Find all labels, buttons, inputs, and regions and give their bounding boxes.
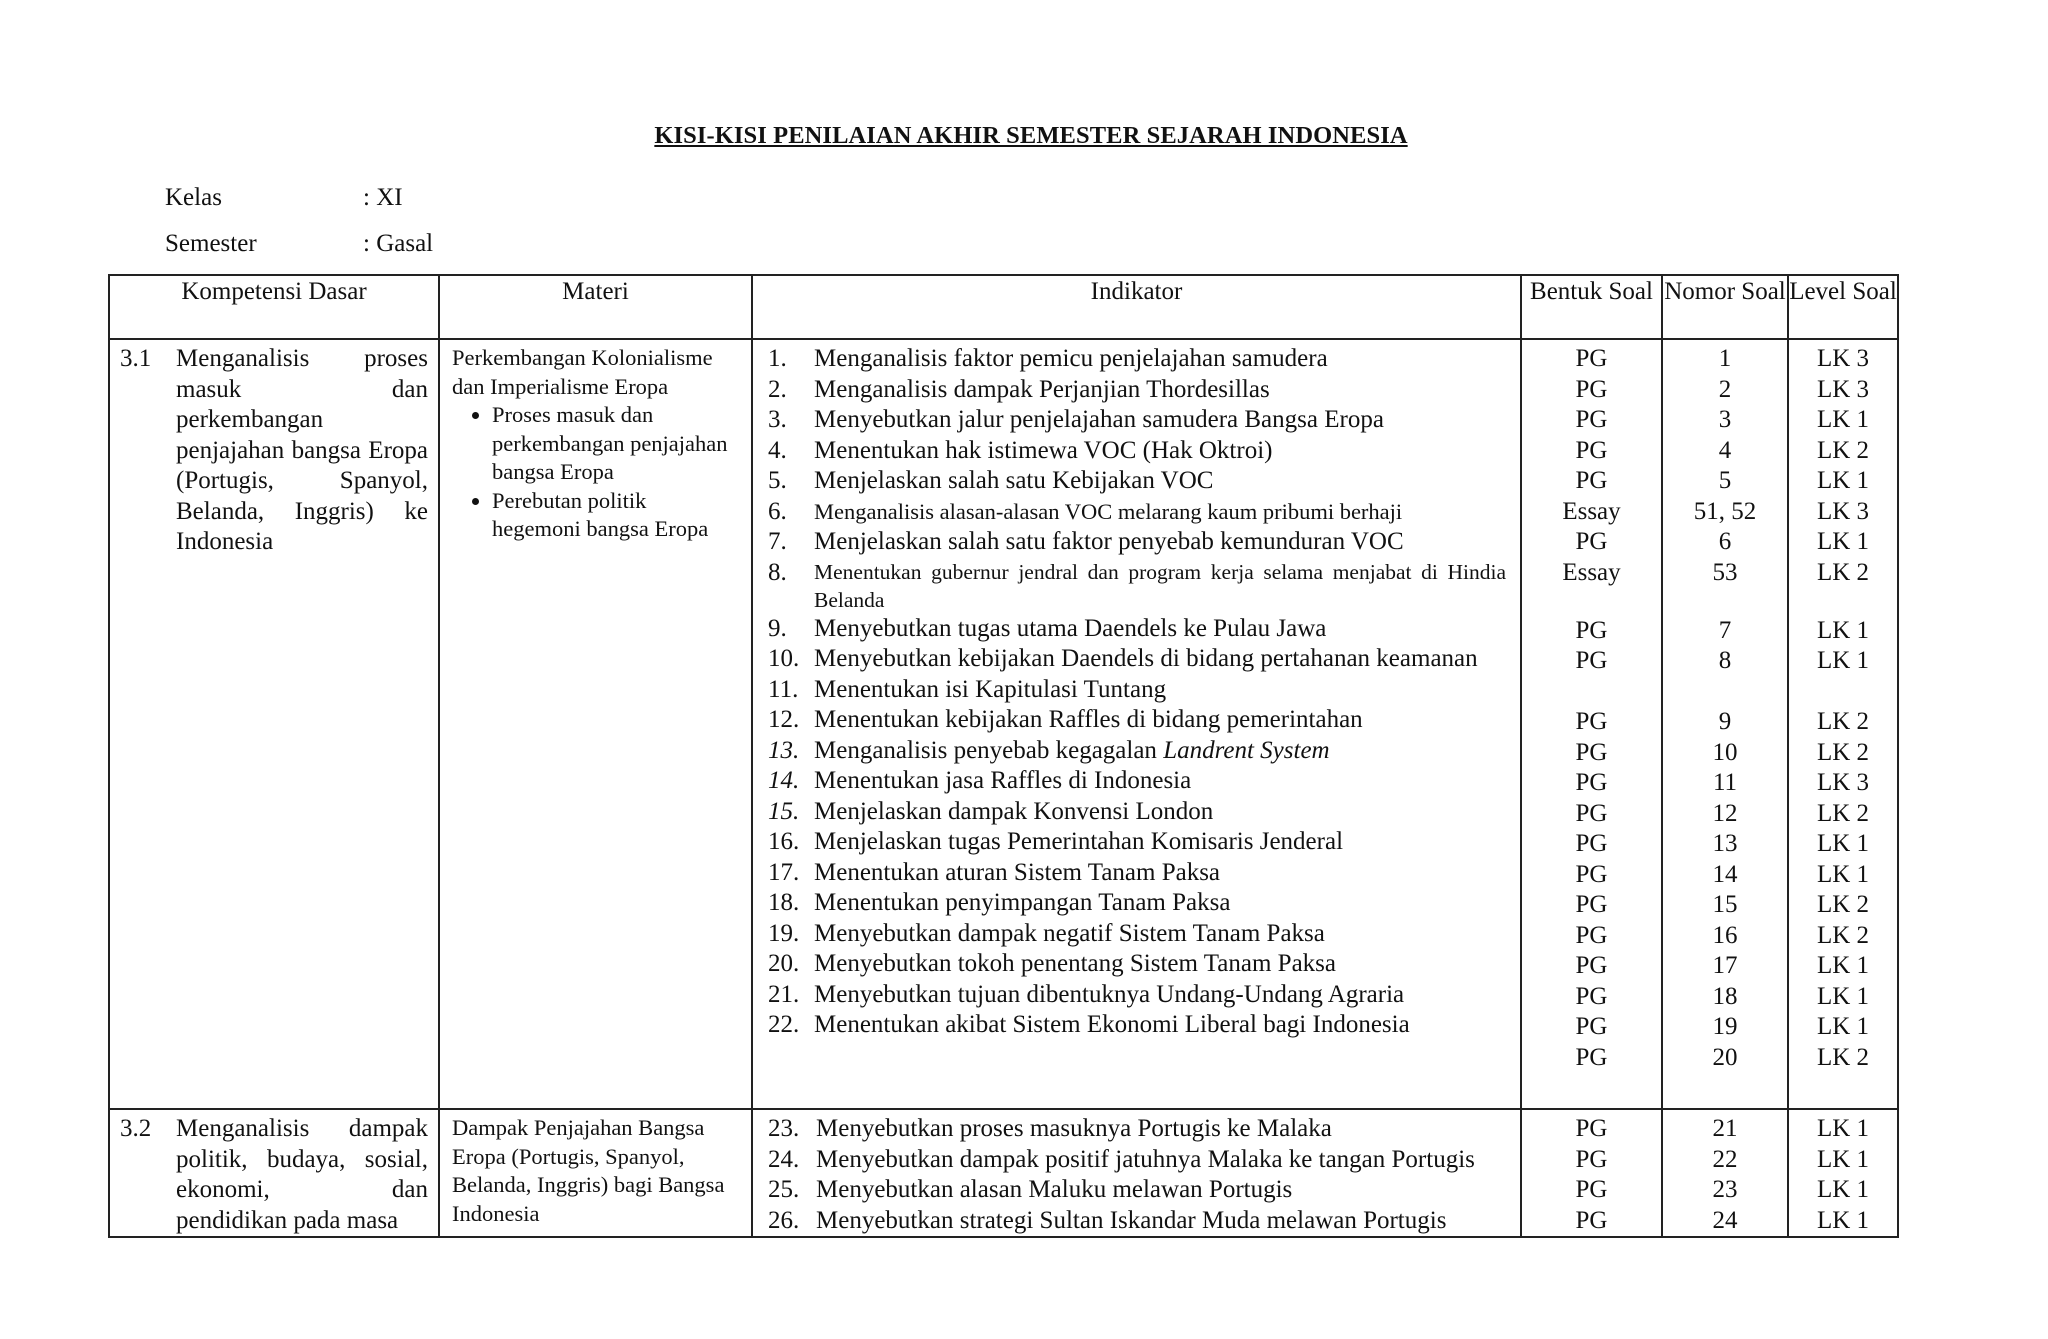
indikator-item [768, 766, 1506, 797]
indikator-number: 10. [768, 645, 800, 672]
indikator-number: 7. [768, 528, 787, 555]
nomor-value: 15 [1712, 891, 1738, 918]
bentuk-value: PG [1575, 375, 1608, 403]
document-title: KISI-KISI PENILAIAN AKHIR SEMESTER SEJARAH INDONESIA [654, 122, 1408, 149]
list-item: • Proses masuk dan perkembangan penjajahan bangsa Eropa [492, 401, 739, 487]
nomor-list [1663, 340, 1787, 1073]
header-kompetensi-dasar: Kompetensi Dasar [109, 275, 439, 339]
nomor-value: 16 [1712, 921, 1738, 949]
nomor-value: 24 [1712, 1206, 1738, 1234]
indikator-text: Menyebutkan tokoh penentang Sistem Tanam Paksa [814, 950, 1336, 977]
bentuk-value: PG [1575, 799, 1608, 827]
level-value: LK 3 [1816, 345, 1870, 372]
header-bentuk-soal: Bentuk Soal [1521, 275, 1662, 339]
level-value: LK 1 [1816, 1115, 1870, 1142]
indikator-item [768, 949, 1506, 980]
indikator-text: Menyebutkan alasan Maluku melawan Portugis [816, 1176, 1293, 1203]
nomor-value: 8 [1718, 647, 1732, 674]
nomor-value: 53 [1712, 558, 1738, 586]
indikator-cell [752, 1109, 1521, 1237]
bentuk-value: PG [1575, 860, 1608, 888]
level-value: LK 1 [1816, 1013, 1870, 1040]
indikator-text: Menentukan hak istimewa VOC (Hak Oktroi) [814, 436, 1273, 464]
bentuk-value: Essay [1562, 497, 1621, 525]
indikator-list [753, 340, 1520, 1041]
indikator-item [768, 705, 1506, 736]
indikator-number: 1. [768, 345, 787, 372]
bentuk-value: PG [1575, 647, 1608, 674]
header-materi: Materi [439, 275, 752, 339]
bentuk-value: PG [1575, 345, 1608, 372]
indikator-text: Menjelaskan tugas Pemerintahan Komisaris Jenderal [814, 828, 1344, 855]
level-value: LK 1 [1816, 1206, 1870, 1234]
nomor-value: 4 [1718, 436, 1732, 464]
indikator-item [768, 344, 1506, 375]
indikator-text: Menyebutkan tugas utama Daendels ke Pulau Jawa [814, 614, 1327, 642]
nomor-cell [1662, 1109, 1788, 1237]
indikator-item [768, 736, 1506, 767]
indikator-number: 13. [768, 736, 800, 764]
level-cell [1788, 339, 1898, 1109]
level-value: LK 1 [1816, 528, 1870, 555]
list-item: • Perebutan politik hegemoni bangsa Eropa [492, 487, 739, 544]
kd-cell [109, 339, 439, 1109]
materi-cell [439, 339, 752, 1109]
kelas-label: Kelas [165, 184, 222, 211]
level-value: LK 2 [1816, 891, 1870, 918]
indikator-number: 8. [768, 558, 787, 586]
bentuk-value: PG [1575, 436, 1608, 464]
materi-title: Dampak Penjajahan Bangsa Eropa (Portugis, Spanyol, Belanda, Inggris) bagi Bangsa Indonesia [452, 1115, 725, 1226]
bentuk-value: PG [1575, 982, 1608, 1010]
indikator-item [768, 675, 1506, 706]
level-value: LK 2 [1816, 921, 1870, 949]
indikator-text: Menjelaskan salah satu Kebijakan VOC [814, 467, 1214, 494]
nomor-value: 51, 52 [1693, 497, 1757, 525]
level-value: LK 3 [1816, 375, 1870, 403]
indikator-item [768, 558, 1506, 614]
indikator-number: 3. [768, 406, 787, 433]
indikator-text: Menyebutkan dampak negatif Sistem Tanam Paksa [814, 919, 1325, 947]
indikator-text: Menganalisis dampak Perjanjian Thordesillas [814, 375, 1270, 403]
nomor-cell [1662, 339, 1788, 1109]
kd-text: Menganalisis proses masuk dan perkembangan penjajahan bangsa Eropa (Portugis, Spanyol, Belanda, Inggris) ke Indonesia [176, 345, 428, 555]
indikator-item [768, 1010, 1506, 1041]
kd-number: 3.1 [120, 345, 152, 372]
indikator-item [768, 614, 1506, 645]
header-level-soal: Level Soal [1788, 275, 1898, 339]
kelas-line [165, 184, 403, 212]
level-value: LK 2 [1816, 558, 1870, 586]
indikator-text: Menentukan isi Kapitulasi Tuntang [814, 675, 1167, 703]
nomor-value: 22 [1712, 1145, 1738, 1173]
bentuk-value: PG [1575, 769, 1608, 796]
semester-value: : Gasal [363, 230, 434, 257]
level-value: LK 1 [1816, 952, 1870, 979]
nomor-value: 10 [1712, 738, 1738, 766]
bentuk-list [1522, 1110, 1661, 1236]
level-list [1789, 1110, 1897, 1236]
kd-cell [109, 1109, 439, 1237]
nomor-value: 2 [1718, 375, 1732, 403]
level-value: LK 3 [1816, 497, 1870, 525]
indikator-item [768, 405, 1506, 436]
indikator-number: 25. [768, 1176, 800, 1203]
level-value: LK 2 [1816, 436, 1870, 464]
indikator-text: Menganalisis faktor pemicu penjelajahan samudera [814, 345, 1328, 372]
nomor-value: 5 [1718, 467, 1732, 494]
nomor-value: 11 [1712, 769, 1738, 796]
indikator-item [768, 1145, 1506, 1176]
indikator-number: 20. [768, 950, 800, 977]
indikator-number: 12. [768, 706, 800, 733]
indikator-number: 23. [768, 1115, 800, 1142]
indikator-number: 19. [768, 919, 800, 947]
nomor-value: 20 [1712, 1043, 1738, 1071]
indikator-item [768, 1114, 1506, 1145]
indikator-text [814, 736, 1506, 767]
indikator-number: 17. [768, 858, 800, 886]
nomor-value: 19 [1712, 1013, 1738, 1040]
bentuk-value: PG [1575, 738, 1608, 766]
indikator-number: 9. [768, 614, 787, 642]
table-header-row [109, 275, 1898, 339]
indikator-text: Menentukan jasa Raffles di Indonesia [814, 767, 1192, 794]
nomor-list [1663, 1110, 1787, 1236]
level-value: LK 2 [1816, 738, 1870, 766]
indikator-item [768, 919, 1506, 950]
bentuk-value: PG [1575, 1115, 1608, 1142]
nomor-value: 1 [1718, 345, 1732, 372]
bentuk-cell [1521, 339, 1662, 1109]
indikator-item [768, 827, 1506, 858]
indikator-number: 24. [768, 1145, 800, 1173]
indikator-number: 2. [768, 375, 787, 403]
materi-cell [439, 1109, 752, 1237]
indikator-cell [752, 339, 1521, 1109]
bentuk-value: PG [1575, 891, 1608, 918]
level-cell [1788, 1109, 1898, 1237]
header-nomor-soal: Nomor Soal [1662, 275, 1788, 339]
nomor-value: 9 [1718, 708, 1732, 735]
bentuk-value: PG [1575, 830, 1608, 857]
indikator-number: 11. [768, 675, 799, 703]
level-value: LK 1 [1816, 467, 1870, 494]
bentuk-value: PG [1575, 406, 1608, 433]
indikator-item [768, 797, 1506, 828]
table-row [109, 339, 1898, 1109]
bentuk-value: PG [1575, 952, 1608, 979]
nomor-value: 21 [1712, 1115, 1738, 1142]
nomor-value: 23 [1712, 1176, 1738, 1203]
indikator-text-main: Menganalisis penyebab kegagalan [814, 736, 1164, 764]
indikator-text: Menentukan kebijakan Raffles di bidang pemerintahan [814, 706, 1363, 733]
indikator-text: Menyebutkan dampak positif jatuhnya Malaka ke tangan Portugis [816, 1145, 1475, 1173]
bentuk-cell [1521, 1109, 1662, 1237]
indikator-item [768, 466, 1506, 497]
bentuk-value: PG [1575, 528, 1608, 555]
level-value: LK 1 [1816, 616, 1870, 644]
nomor-value: 13 [1712, 830, 1738, 857]
bentuk-value: PG [1575, 1013, 1608, 1040]
level-value: LK 2 [1816, 708, 1870, 735]
level-value: LK 1 [1816, 982, 1870, 1010]
nomor-value: 6 [1718, 528, 1732, 555]
level-value: LK 2 [1816, 799, 1870, 827]
table-row [109, 1109, 1898, 1237]
indikator-text: Menyebutkan proses masuknya Portugis ke Malaka [816, 1115, 1332, 1142]
semester-label: Semester [165, 230, 257, 257]
bentuk-list [1522, 340, 1661, 1073]
bentuk-value: PG [1575, 1176, 1608, 1203]
indikator-text: Menyebutkan tujuan dibentuknya Undang-Undang Agraria [814, 980, 1405, 1008]
indikator-text: Menganalisis alasan-alasan VOC melarang kaum pribumi berhaji [814, 498, 1403, 524]
indikator-number: 15. [768, 797, 800, 825]
kelas-value: : XI [363, 184, 403, 211]
indikator-item [768, 980, 1506, 1011]
header-indikator: Indikator [752, 275, 1521, 339]
indikator-number: 26. [768, 1206, 800, 1234]
materi-list [452, 401, 739, 544]
indikator-item [768, 644, 1506, 675]
bentuk-value: PG [1575, 1145, 1608, 1173]
indikator-text: Menentukan aturan Sistem Tanam Paksa [814, 858, 1221, 886]
nomor-value: 12 [1712, 799, 1738, 827]
indikator-text: Menentukan akibat Sistem Ekonomi Liberal bagi Indonesia [814, 1011, 1410, 1038]
nomor-value: 7 [1718, 616, 1732, 644]
kd-text: Menganalisis dampak politik, budaya, sosial, ekonomi, dan pendidikan pada masa [176, 1115, 428, 1234]
indikator-item [768, 1175, 1506, 1206]
indikator-text: Menentukan gubernur jendral dan program kerja selama menjabat di Hindia Belanda [814, 559, 1506, 612]
indikator-text: Menentukan penyimpangan Tanam Paksa [814, 889, 1231, 916]
level-value: LK 1 [1816, 1145, 1870, 1173]
kisi-kisi-table [108, 274, 1899, 1238]
indikator-text: Menjelaskan dampak Konvensi London [814, 797, 1214, 825]
indikator-item [768, 858, 1506, 889]
nomor-value: 3 [1718, 406, 1732, 433]
bentuk-value: PG [1575, 1206, 1608, 1234]
semester-line [165, 230, 433, 258]
materi-title: Perkembangan Kolonialisme dan Imperialisme Eropa [452, 345, 713, 399]
indikator-text: Menjelaskan salah satu faktor penyebab kemunduran VOC [814, 528, 1404, 555]
level-value: LK 1 [1816, 647, 1870, 674]
nomor-value: 18 [1712, 982, 1738, 1010]
level-value: LK 1 [1816, 830, 1870, 857]
indikator-number: 6. [768, 497, 787, 525]
level-value: LK 1 [1816, 860, 1870, 888]
bentuk-value: PG [1575, 616, 1608, 644]
nomor-value: 14 [1712, 860, 1738, 888]
indikator-number: 14. [768, 767, 800, 794]
indikator-item [768, 436, 1506, 467]
indikator-text: Menyebutkan jalur penjelajahan samudera Bangsa Eropa [814, 406, 1384, 433]
level-value: LK 3 [1816, 769, 1870, 796]
indikator-item [768, 1206, 1506, 1237]
indikator-number: 5. [768, 467, 787, 494]
bentuk-value: PG [1575, 708, 1608, 735]
indikator-item [768, 375, 1506, 406]
indikator-item [768, 888, 1506, 919]
level-value: LK 2 [1816, 1043, 1870, 1071]
bentuk-value: Essay [1562, 558, 1621, 586]
indikator-number: 4. [768, 436, 787, 464]
bentuk-value: PG [1575, 467, 1608, 494]
level-value: LK 1 [1816, 406, 1870, 433]
indikator-text-italic: Landrent System [1163, 736, 1330, 764]
indikator-number: 22. [768, 1011, 800, 1038]
bentuk-value: PG [1575, 1043, 1608, 1071]
indikator-list [753, 1110, 1520, 1236]
indikator-item [768, 497, 1506, 528]
indikator-number: 16. [768, 828, 800, 855]
indikator-number: 21. [768, 980, 800, 1008]
indikator-item [768, 527, 1506, 558]
nomor-value: 17 [1712, 952, 1738, 979]
indikator-number: 18. [768, 889, 800, 916]
level-value: LK 1 [1816, 1176, 1870, 1203]
bentuk-value: PG [1575, 921, 1608, 949]
indikator-text: Menyebutkan kebijakan Daendels di bidang pertahanan keamanan [814, 645, 1478, 672]
kd-number: 3.2 [120, 1115, 152, 1142]
indikator-text: Menyebutkan strategi Sultan Iskandar Muda melawan Portugis [816, 1206, 1447, 1234]
level-list [1789, 340, 1897, 1073]
